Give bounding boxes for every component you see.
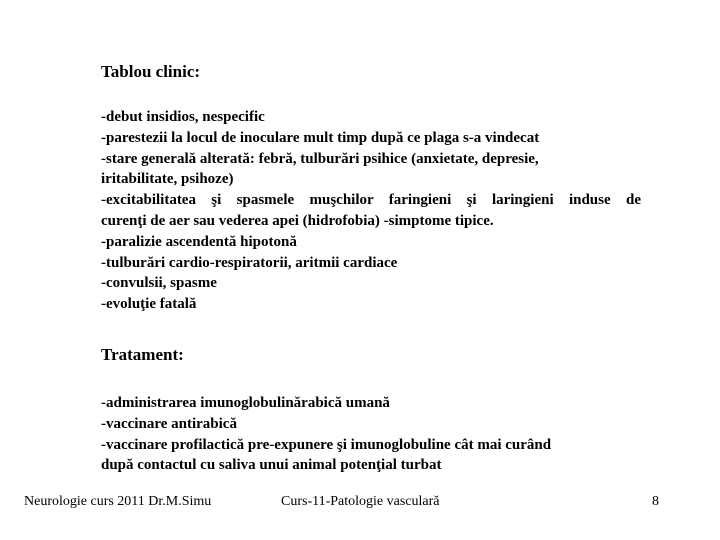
treatment-list — [101, 393, 641, 476]
treatment-line: după contactul cu saliva unui animal potenţial turbat — [101, 457, 442, 474]
clinic-line: -excitabilitatea şi spasmele muşchilor faringieni şi laringieni induse de — [101, 192, 641, 209]
clinic-line: -stare generală alterată: febră, tulburări psihice (anxietate, depresie, — [101, 150, 539, 167]
treatment-heading: Tratament: — [101, 345, 184, 364]
clinic-line: -paralizie ascendentă hipotonă — [101, 233, 297, 250]
clinic-line: iritabilitate, psihoze) — [101, 171, 234, 188]
clinic-line: curenţi de aer sau vederea apei (hidrofobia) -simptome tipice. — [101, 212, 494, 229]
treatment-line: -vaccinare profilactică pre-expunere şi imunoglobuline cât mai curând — [101, 436, 552, 453]
footer-page-number: 8 — [652, 494, 659, 509]
treatment-line: -administrarea imunoglobulinărabică umană — [101, 395, 390, 411]
clinic-line: -evoluţie fatală — [101, 296, 197, 313]
clinic-line: -tulburări cardio-respiratorii, aritmii cardiace — [101, 254, 398, 271]
clinical-picture-list — [101, 107, 641, 315]
footer-lecture-title: Curs-11-Patologie vasculară — [281, 494, 440, 509]
clinic-line: -parestezii la locul de inoculare mult timp după ce plaga s-a vindecat — [101, 129, 540, 146]
treatment-line: -vaccinare antirabică — [101, 415, 237, 432]
clinic-line: -convulsii, spasme — [101, 275, 217, 292]
clinical-picture-heading: Tablou clinic: — [101, 62, 201, 81]
clinic-line: -debut insidios, nespecific — [101, 109, 265, 125]
footer-course-author: Neurologie curs 2011 Dr.M.Simu — [24, 494, 212, 509]
